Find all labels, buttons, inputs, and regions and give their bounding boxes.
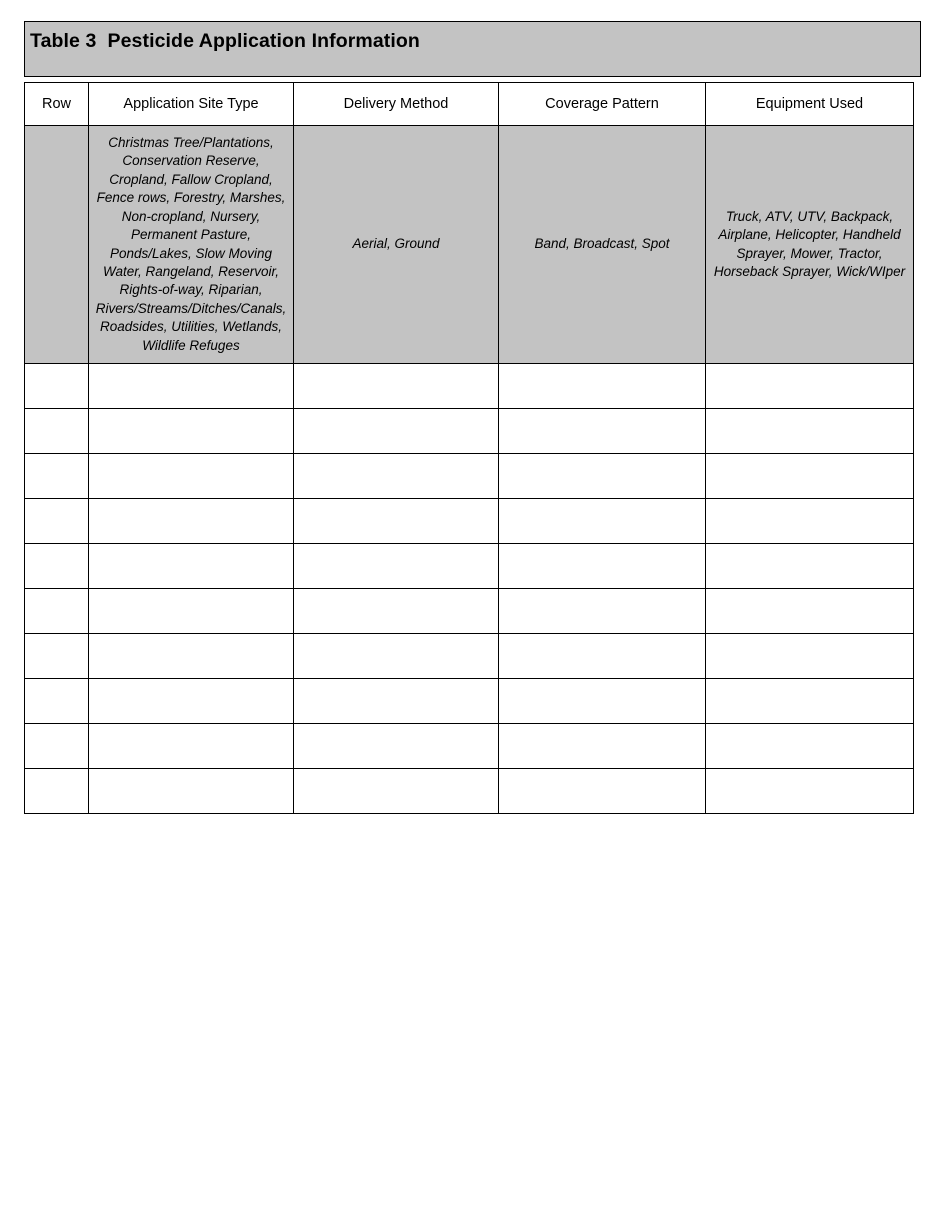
table-row-reference [25, 126, 914, 364]
table-title-banner [24, 21, 921, 77]
cell-row[interactable] [25, 364, 89, 409]
table-row [25, 724, 914, 769]
cell-delivery[interactable] [294, 769, 499, 814]
cell-row[interactable] [25, 454, 89, 499]
cell-delivery[interactable] [294, 409, 499, 454]
cell-delivery[interactable] [294, 634, 499, 679]
column-header-site: Application Site Type [89, 83, 294, 126]
column-header-row: Row [25, 83, 89, 126]
cell-equipment[interactable]: Truck, ATV, UTV, Backpack, Airplane, Helicopter, Handheld Sprayer, Mower, Tractor, Horseback Sprayer, Wick/WIper [706, 126, 914, 364]
cell-site[interactable] [89, 724, 294, 769]
cell-equipment[interactable] [706, 679, 914, 724]
cell-row[interactable] [25, 679, 89, 724]
cell-coverage[interactable] [499, 544, 706, 589]
column-header-equipment: Equipment Used [706, 83, 914, 126]
cell-row[interactable] [25, 724, 89, 769]
cell-delivery[interactable] [294, 499, 499, 544]
cell-site[interactable] [89, 454, 294, 499]
table-header-row [25, 83, 914, 126]
table-row [25, 364, 914, 409]
cell-equipment[interactable] [706, 454, 914, 499]
cell-delivery[interactable]: Aerial, Ground [294, 126, 499, 364]
cell-site[interactable] [89, 634, 294, 679]
table-body [25, 126, 914, 814]
cell-delivery[interactable] [294, 544, 499, 589]
cell-equipment[interactable] [706, 634, 914, 679]
cell-delivery[interactable] [294, 589, 499, 634]
cell-equipment[interactable] [706, 724, 914, 769]
table-row [25, 589, 914, 634]
cell-row[interactable] [25, 409, 89, 454]
cell-coverage[interactable] [499, 679, 706, 724]
pesticide-application-table [24, 82, 914, 814]
cell-site[interactable]: Christmas Tree/Plantations, Conservation Reserve, Cropland, Fallow Cropland, Fence rows, Forestry, Marshes, Non-cropland, Nursery, Permanent Pasture, Ponds/Lakes, Slow Moving Water, Rangeland, Reservoir, Rights-of-way, Riparian, Rivers/Streams/Ditches/Canals, Roadsides, Utilities, Wetlands, Wildlife Refuges [89, 126, 294, 364]
cell-equipment[interactable] [706, 769, 914, 814]
cell-coverage[interactable] [499, 499, 706, 544]
cell-row[interactable] [25, 499, 89, 544]
cell-coverage[interactable] [499, 724, 706, 769]
table-row [25, 409, 914, 454]
cell-site[interactable] [89, 499, 294, 544]
cell-equipment[interactable] [706, 409, 914, 454]
table-title: Table 3 Pesticide Application Information [30, 30, 420, 52]
cell-delivery[interactable] [294, 724, 499, 769]
cell-site[interactable] [89, 364, 294, 409]
cell-site[interactable] [89, 679, 294, 724]
cell-site[interactable] [89, 769, 294, 814]
cell-equipment[interactable] [706, 499, 914, 544]
cell-coverage[interactable] [499, 454, 706, 499]
cell-coverage[interactable] [499, 634, 706, 679]
cell-row[interactable] [25, 634, 89, 679]
cell-coverage[interactable] [499, 769, 706, 814]
table-row [25, 454, 914, 499]
cell-row[interactable] [25, 126, 89, 364]
cell-coverage[interactable]: Band, Broadcast, Spot [499, 126, 706, 364]
column-header-delivery: Delivery Method [294, 83, 499, 126]
cell-row[interactable] [25, 589, 89, 634]
table-row [25, 499, 914, 544]
cell-site[interactable] [89, 544, 294, 589]
cell-equipment[interactable] [706, 544, 914, 589]
cell-coverage[interactable] [499, 589, 706, 634]
cell-coverage[interactable] [499, 364, 706, 409]
cell-site[interactable] [89, 589, 294, 634]
cell-delivery[interactable] [294, 679, 499, 724]
cell-row[interactable] [25, 544, 89, 589]
table-row [25, 679, 914, 724]
cell-delivery[interactable] [294, 364, 499, 409]
table-row [25, 544, 914, 589]
table-row [25, 634, 914, 679]
table-header [25, 83, 914, 126]
cell-equipment[interactable] [706, 589, 914, 634]
column-header-coverage: Coverage Pattern [499, 83, 706, 126]
cell-equipment[interactable] [706, 364, 914, 409]
cell-row[interactable] [25, 769, 89, 814]
table-row [25, 769, 914, 814]
cell-delivery[interactable] [294, 454, 499, 499]
cell-coverage[interactable] [499, 409, 706, 454]
cell-site[interactable] [89, 409, 294, 454]
